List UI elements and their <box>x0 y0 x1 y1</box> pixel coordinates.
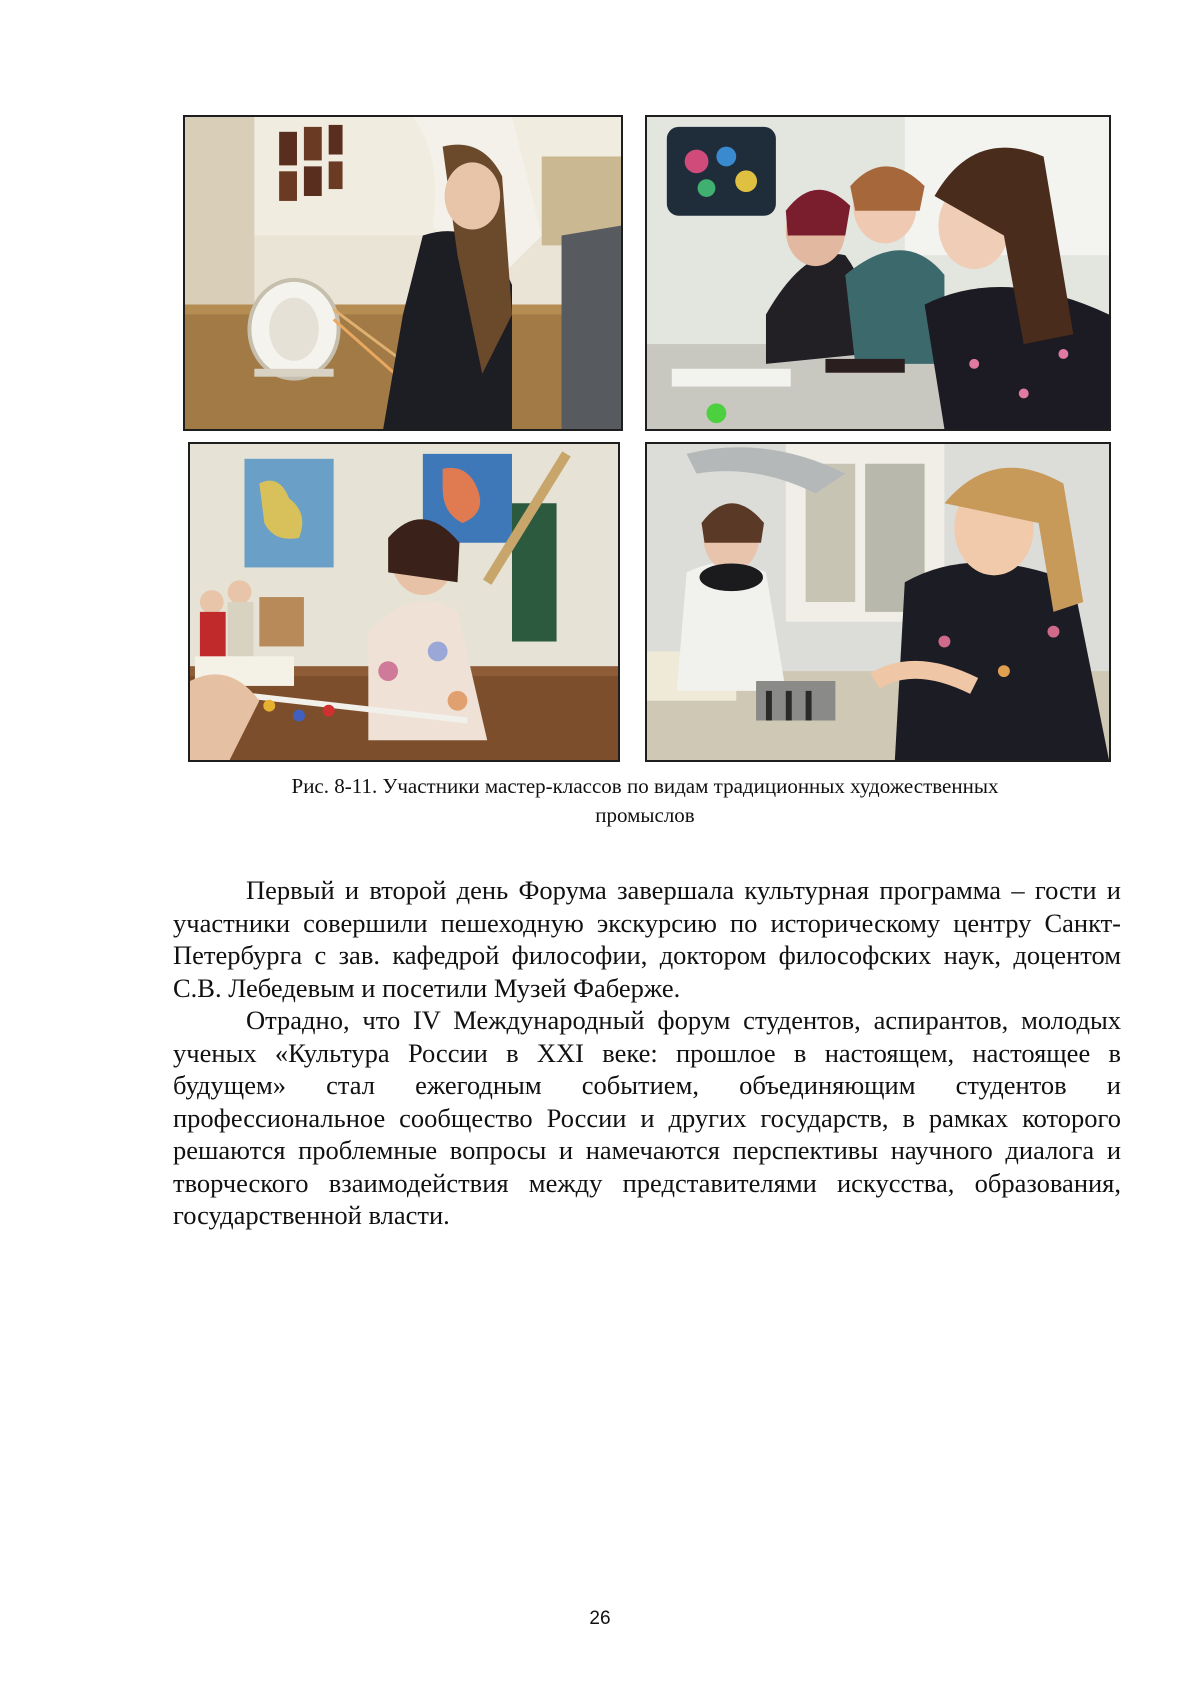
caption-line-1: Рис. 8-11. Участники мастер-классов по видам традиционных художественных <box>291 774 999 798</box>
page-number: 26 <box>589 1608 611 1629</box>
paragraph-1: Первый и второй день Форума завершала культурная программа – гости и участники совершили пешеходную экскурсию по историческому центру Санкт-Петербурга с зав. кафедрой философии, доктором философских наук, доцентом С.В. Лебедевым и посетили Музей Фаберже. <box>173 875 1121 1003</box>
caption-line-2: промыслов <box>595 803 695 827</box>
photo-beading-workshop <box>188 442 620 762</box>
figure-caption <box>150 772 1140 830</box>
photo-painting-workshop <box>645 115 1111 431</box>
photo-jewelry-workshop <box>645 442 1111 762</box>
paragraph-2: Отрадно, что IV Международный форум студентов, аспирантов, молодых ученых «Культура России в XXI веке: прошлое в настоящем, настоящее в будущем» стал ежегодным событием, объединяющим студентов и профессиональное сообщество России и других государств, в рамках которого решаются проблемные вопросы и намечаются перспективы научного диалога и творческого взаимодействия между представителями искусства, образования, государственной власти. <box>173 1005 1121 1230</box>
body-text <box>173 874 1121 1232</box>
photo-weaving-loom <box>183 115 623 431</box>
